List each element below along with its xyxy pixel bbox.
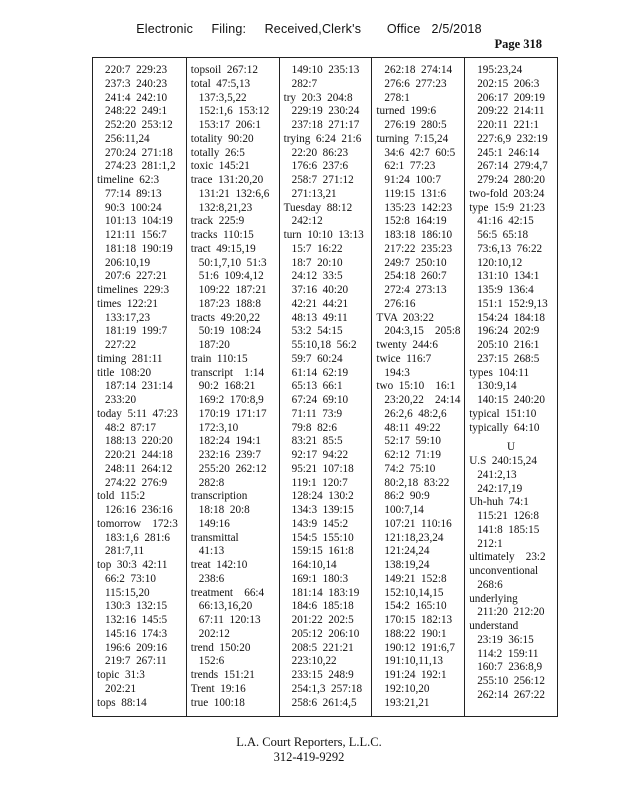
index-page-refs: 256:11,24	[105, 132, 150, 145]
index-page-refs: 90:3 100:24	[105, 201, 162, 214]
index-page-refs: 34:6 42:7 60:5	[384, 146, 456, 159]
index-page-refs: 249:7 250:10	[384, 256, 447, 269]
index-column-5	[464, 58, 557, 716]
index-section-letter: U	[507, 441, 516, 454]
index-page-refs: 212:1	[477, 537, 503, 550]
index-page-refs: 201:22 202:5	[291, 614, 354, 626]
index-page-refs: 188:22 190:1	[384, 627, 447, 640]
index-page-refs: 154:2 165:10	[384, 600, 447, 613]
index-page-refs: 191:24 192:1	[384, 669, 447, 681]
index-entry: TVA 203:22	[376, 311, 434, 324]
index-page-refs: 134:3 139:15	[291, 504, 354, 516]
index-page-refs: 241:2,13	[477, 468, 517, 481]
index-page-refs: 202:21	[105, 682, 137, 695]
index-entry: turning 7:15,24	[376, 132, 449, 145]
index-entry: understand	[469, 620, 519, 632]
index-page-refs: 55:10,18 56:2	[291, 339, 357, 351]
index-page-refs: 282:8	[198, 476, 225, 489]
index-page-refs: 196:24 202:9	[477, 325, 540, 338]
index-page-refs: 229:19 230:24	[291, 105, 360, 118]
index-page-refs: 50:19 108:24	[198, 325, 261, 338]
index-page-refs: 41:16 42:15	[477, 215, 534, 228]
index-page-refs: 86:2 90:9	[384, 490, 430, 503]
index-page-refs: 114:2 159:11	[477, 647, 539, 660]
index-entry: ultimately 23:2	[469, 551, 546, 564]
index-page-refs: 276:16	[384, 297, 416, 310]
index-page-refs: 152:6	[198, 655, 225, 668]
filing-stamp-header: Electronic Filing: Received,Clerk's Office 2/5/2018	[136, 22, 482, 36]
index-entry: topsoil 267:12	[190, 64, 258, 76]
index-page-refs: 115:21 126:8	[477, 510, 539, 522]
index-page-refs: 176:6 237:6	[291, 160, 349, 173]
index-page-refs: 128:24 130:2	[291, 490, 354, 503]
index-page-refs: 276:19 280:5	[384, 119, 447, 131]
index-page-refs: 132:8,21,23	[198, 201, 253, 214]
index-page-refs: 267:14 279:4,7	[477, 160, 548, 173]
index-page-refs: 184:6 185:18	[291, 600, 354, 613]
index-page-refs: 154:24 184:18	[477, 311, 545, 324]
index-page-refs: 258:6 261:4,5	[291, 696, 357, 709]
index-page-refs: 52:17 59:10	[384, 435, 441, 448]
index-page-refs: 220:21 244:18	[105, 449, 173, 461]
index-page-refs: 278:1	[384, 91, 410, 104]
index-page-refs: 169:1 180:3	[291, 572, 349, 585]
index-page-refs: 92:17 94:22	[291, 449, 349, 461]
index-page-refs: 232:16 239:7	[198, 449, 261, 461]
index-page-refs: 62:12 71:19	[384, 449, 441, 461]
index-page-refs: 262:18 274:14	[384, 64, 453, 76]
index-entry: Uh-huh 74:1	[469, 496, 529, 509]
index-page-refs: 66:2 73:10	[105, 572, 156, 585]
index-entry: U.S 240:15,24	[469, 455, 537, 467]
index-page-refs: 100:7,14	[384, 504, 424, 516]
index-page-refs: 169:2 170:8,9	[198, 394, 264, 406]
index-page-refs: 238:6	[198, 572, 225, 585]
index-page-refs: 227:22	[105, 339, 137, 351]
index-page-refs: 190:12 191:6,7	[384, 641, 455, 654]
index-page-refs: 181:14 183:19	[291, 586, 360, 599]
index-entry: times 122:21	[97, 297, 158, 310]
index-page-refs: 48:11 49:22	[384, 421, 441, 434]
index-page-refs: 252:20 253:12	[105, 119, 173, 131]
index-page-refs: 209:22 214:11	[477, 105, 545, 118]
index-page-refs: 271:13,21	[291, 187, 337, 200]
index-page-refs: 188:13 220:20	[105, 435, 173, 448]
index-entry: timelines 229:3	[97, 284, 170, 296]
index-page-refs: 279:24 280:20	[477, 174, 545, 186]
index-page-refs: 192:10,20	[384, 682, 430, 695]
index-entry: types 104:11	[469, 366, 530, 379]
index-page-refs: 26:2,6 48:2,6	[384, 407, 447, 420]
index-page-refs: 115:15,20	[105, 586, 150, 599]
index-page-refs: 22:20 86:23	[291, 146, 349, 159]
index-entry: treatment 66:4	[190, 586, 265, 599]
index-page-refs: 248:11 264:12	[105, 462, 173, 475]
index-column-2	[186, 58, 279, 716]
index-page-refs: 91:24 100:7	[384, 174, 441, 186]
index-page-refs: 248:22 249:1	[105, 105, 168, 118]
index-page-refs: 48:13 49:11	[291, 311, 348, 324]
index-page-refs: 121:24,24	[384, 545, 430, 558]
index-page-refs: 149:16	[198, 517, 230, 530]
index-page-refs: 242:17,19	[477, 482, 523, 495]
index-page-refs: 193:21,21	[384, 696, 430, 709]
index-entry: transcription	[190, 490, 248, 503]
index-page-refs: 276:6 277:23	[384, 77, 447, 90]
index-page-refs: 24:12 33:5	[291, 270, 343, 283]
index-entry: underlying	[469, 592, 518, 605]
index-entry: true 100:18	[190, 696, 245, 709]
court-reporter-name: L.A. Court Reporters, L.L.C.	[236, 735, 382, 749]
index-page-refs: 223:10,22	[291, 655, 337, 668]
index-page-refs: 151:1 152:9,13	[477, 297, 548, 310]
index-page-refs: 220:7 229:23	[105, 64, 168, 76]
index-page-refs: 191:10,11,13	[384, 655, 444, 668]
index-page-refs: 79:8 82:6	[291, 421, 337, 434]
index-page-refs: 272:4 273:13	[384, 284, 447, 296]
index-page-refs: 281:7,11	[105, 545, 145, 558]
index-page-refs: 172:3,10	[198, 421, 239, 434]
index-page-refs: 237:3 240:23	[105, 77, 168, 90]
index-page-refs: 170:15 182:13	[384, 614, 453, 626]
index-entry: total 47:5,13	[190, 77, 251, 90]
index-page-refs: 227:6,9 232:19	[477, 132, 548, 145]
index-entry: transcript 1:14	[190, 366, 265, 379]
index-page-refs: 101:13 104:19	[105, 215, 173, 228]
index-page-refs: 77:14 89:13	[105, 187, 162, 200]
index-entry: totally 26:5	[190, 146, 245, 159]
index-page-refs: 196:6 209:16	[105, 641, 168, 654]
index-page-refs: 206:10,19	[105, 256, 151, 269]
index-entry: typical 151:10	[469, 407, 537, 420]
index-page-refs: 270:24 271:18	[105, 146, 173, 159]
index-entry: turned 199:6	[376, 105, 437, 118]
index-page-refs: 119:1 120:7	[291, 476, 348, 489]
index-page-refs: 187:14 231:14	[105, 380, 173, 393]
index-page-refs: 107:21 110:16	[384, 517, 452, 530]
index-page-refs: 181:19 199:7	[105, 325, 168, 338]
index-page-refs: 119:15 131:6	[384, 187, 447, 200]
index-entry: tract 49:15,19	[190, 242, 256, 255]
index-page-refs: 202:15 206:3	[477, 77, 540, 90]
index-page-refs: 74:2 75:10	[384, 462, 436, 475]
index-page-refs: 208:5 221:21	[291, 641, 354, 654]
index-page-refs: 152:1,6 153:12	[198, 105, 270, 118]
index-entry: totality 90:20	[190, 132, 254, 145]
index-entry: tops 88:14	[97, 696, 147, 709]
index-page-refs: 109:22 187:21	[198, 284, 267, 296]
index-entry: trying 6:24 21:6	[283, 132, 362, 145]
index-entry: turn 10:10 13:13	[283, 229, 364, 241]
index-page-refs: 254:18 260:7	[384, 270, 447, 283]
index-page-refs: 159:15 161:8	[291, 545, 354, 558]
index-page-refs: 268:6	[477, 578, 503, 591]
index-page-refs: 23:19 36:15	[477, 633, 534, 646]
index-page-refs: 255:10 256:12	[477, 675, 545, 687]
index-page-refs: 18:18 20:8	[198, 504, 250, 516]
index-entry: two-fold 203:24	[469, 187, 545, 200]
index-page-refs: 149:10 235:13	[291, 64, 360, 76]
index-page-refs: 194:3	[384, 366, 410, 379]
index-entry: told 115:2	[97, 490, 146, 503]
index-page-refs: 131:21 132:6,6	[198, 187, 270, 200]
index-page-refs: 152:10,14,15	[384, 586, 444, 599]
index-page-refs: 149:21 152:8	[384, 572, 447, 585]
index-page-refs: 160:7 236:8,9	[477, 661, 543, 674]
index-page-refs: 242:12	[291, 215, 323, 228]
index-entry: twenty 244:6	[376, 339, 438, 351]
index-page-refs: 245:1 246:14	[477, 146, 540, 159]
index-page-refs: 121:18,23,24	[384, 531, 444, 544]
index-entry: today 5:11 47:23	[97, 407, 178, 420]
index-entry: tomorrow 172:3	[97, 517, 178, 530]
index-page-refs: 164:10,14	[291, 559, 337, 571]
index-page-refs: 41:13	[198, 545, 225, 558]
index-entry: track 225:9	[190, 215, 245, 228]
index-page-refs: 126:16 236:16	[105, 504, 173, 516]
index-page-refs: 56:5 65:18	[477, 229, 529, 241]
index-entry: title 108:20	[97, 366, 152, 379]
index-page-refs: 211:20 212:20	[477, 606, 545, 619]
index-page-refs: 282:7	[291, 77, 318, 90]
index-column-3	[279, 58, 372, 716]
index-page-refs: 205:10 216:1	[477, 339, 540, 351]
index-entry: two 15:10 16:1	[376, 380, 456, 393]
index-entry: trends 151:21	[190, 669, 255, 681]
index-page-refs: 18:7 20:10	[291, 256, 343, 269]
index-entry: topic 31:3	[97, 669, 145, 681]
index-page-refs: 217:22 235:23	[384, 242, 453, 255]
index-page-refs: 182:24 194:1	[198, 435, 261, 448]
index-page-refs: 152:8 164:19	[384, 215, 447, 228]
index-page-refs: 255:20 262:12	[198, 462, 267, 475]
index-page-refs: 50:1,7,10 51:3	[198, 256, 267, 269]
word-index-table	[92, 57, 558, 717]
index-entry: train 110:15	[190, 352, 248, 365]
index-page-refs: 61:14 62:19	[291, 366, 349, 379]
index-page-refs: 237:15 268:5	[477, 352, 540, 365]
index-page-refs: 137:3,5,22	[198, 91, 247, 104]
index-page-refs: 90:2 168:21	[198, 380, 256, 393]
index-page-refs: 71:11 73:9	[291, 407, 343, 420]
index-page-refs: 23:20,22 24:14	[384, 394, 461, 406]
index-column-4	[371, 58, 464, 716]
index-page-refs: 170:19 171:17	[198, 407, 267, 420]
index-entry: twice 116:7	[376, 352, 432, 365]
index-page-refs: 138:19,24	[384, 559, 430, 571]
index-page-refs: 195:23,24	[477, 64, 523, 76]
index-page-refs: 62:1 77:23	[384, 160, 436, 173]
index-page-refs: 154:5 155:10	[291, 531, 354, 544]
index-page-refs: 51:6 109:4,12	[198, 270, 264, 283]
index-page-refs: 135:9 136:4	[477, 284, 534, 296]
index-page-refs: 65:13 66:1	[291, 380, 343, 393]
index-entry: treat 142:10	[190, 559, 248, 571]
index-entry: type 15:9 21:23	[469, 201, 546, 214]
index-entry: typically 64:10	[469, 421, 540, 434]
index-page-refs: 15:7 16:22	[291, 242, 343, 255]
index-page-refs: 80:2,18 83:22	[384, 476, 450, 489]
index-entry: trace 131:20,20	[190, 174, 264, 186]
index-page-refs: 274:23 281:1,2	[105, 160, 176, 173]
index-page-refs: 241:4 242:10	[105, 91, 168, 104]
index-page-refs: 207:6 227:21	[105, 270, 168, 283]
index-page-refs: 131:10 134:1	[477, 270, 540, 283]
index-page-refs: 132:16 145:5	[105, 614, 168, 626]
index-page-refs: 140:15 240:20	[477, 394, 545, 406]
index-page-refs: 187:23 188:8	[198, 297, 261, 310]
index-page-refs: 95:21 107:18	[291, 462, 354, 475]
index-page-refs: 145:16 174:3	[105, 627, 168, 640]
index-page-refs: 204:3,15 205:8	[384, 325, 461, 338]
index-page-refs: 66:13,16,20	[198, 600, 253, 613]
index-page-refs: 233:15 248:9	[291, 669, 354, 681]
index-page-refs: 220:11 221:1	[477, 119, 539, 131]
index-page-refs: 183:1,6 281:6	[105, 531, 170, 544]
index-entry: top 30:3 42:11	[97, 559, 168, 571]
index-page-refs: 181:18 190:19	[105, 242, 173, 255]
index-page-refs: 59:7 60:24	[291, 352, 343, 365]
court-reporter-phone: 312-419-9292	[273, 750, 345, 764]
index-page-refs: 206:17 209:19	[477, 91, 545, 104]
index-entry: timing 281:11	[97, 352, 163, 365]
index-page-refs: 205:12 206:10	[291, 627, 360, 640]
index-column-1	[93, 58, 186, 716]
page-number: Page 318	[494, 37, 542, 51]
index-page-refs: 153:17 206:1	[198, 119, 261, 131]
index-page-refs: 187:20	[198, 339, 230, 351]
index-entry: Tuesday 88:12	[283, 201, 353, 214]
index-page-refs: 262:14 267:22	[477, 688, 545, 701]
index-entry: timeline 62:3	[97, 174, 160, 186]
index-entry: toxic 145:21	[190, 160, 250, 173]
index-page-refs: 254:1,3 257:18	[291, 682, 363, 695]
index-page-refs: 37:16 40:20	[291, 284, 349, 296]
index-page-refs: 233:20	[105, 394, 137, 406]
index-page-refs: 130:9,14	[477, 380, 517, 393]
index-entry: try 20:3 204:8	[283, 91, 353, 104]
index-entry: unconventional	[469, 565, 539, 577]
index-page-refs: 67:11 120:13	[198, 614, 261, 626]
index-page-refs: 274:22 276:9	[105, 476, 168, 489]
index-entry: tracks 110:15	[190, 229, 254, 241]
index-page-refs: 53:2 54:15	[291, 325, 343, 338]
index-page-refs: 121:11 156:7	[105, 229, 167, 241]
index-page-refs: 48:2 87:17	[105, 421, 156, 434]
index-entry: Trent 19:16	[190, 682, 246, 695]
index-page-refs: 258:7 271:12	[291, 174, 354, 186]
index-page-refs: 141:8 185:15	[477, 523, 540, 536]
index-page-refs: 42:21 44:21	[291, 297, 349, 310]
index-entry: trend 150:20	[190, 641, 251, 654]
index-page-refs: 183:18 186:10	[384, 229, 453, 241]
index-page-refs: 120:10,12	[477, 256, 523, 269]
index-page-refs: 237:18 271:17	[291, 119, 360, 131]
index-page-refs: 130:3 132:15	[105, 600, 168, 613]
index-page-refs: 73:6,13 76:22	[477, 242, 543, 255]
index-page-refs: 133:17,23	[105, 311, 151, 324]
index-entry: transmittal	[190, 531, 239, 544]
index-page-refs: 143:9 145:2	[291, 517, 349, 530]
footer	[0, 735, 618, 765]
index-page-refs: 135:23 142:23	[384, 201, 453, 214]
index-entry: tracts 49:20,22	[190, 311, 261, 324]
index-page-refs: 83:21 85:5	[291, 435, 343, 448]
index-page-refs: 219:7 267:11	[105, 655, 167, 668]
index-page-refs: 67:24 69:10	[291, 394, 349, 406]
index-page-refs: 202:12	[198, 627, 230, 640]
